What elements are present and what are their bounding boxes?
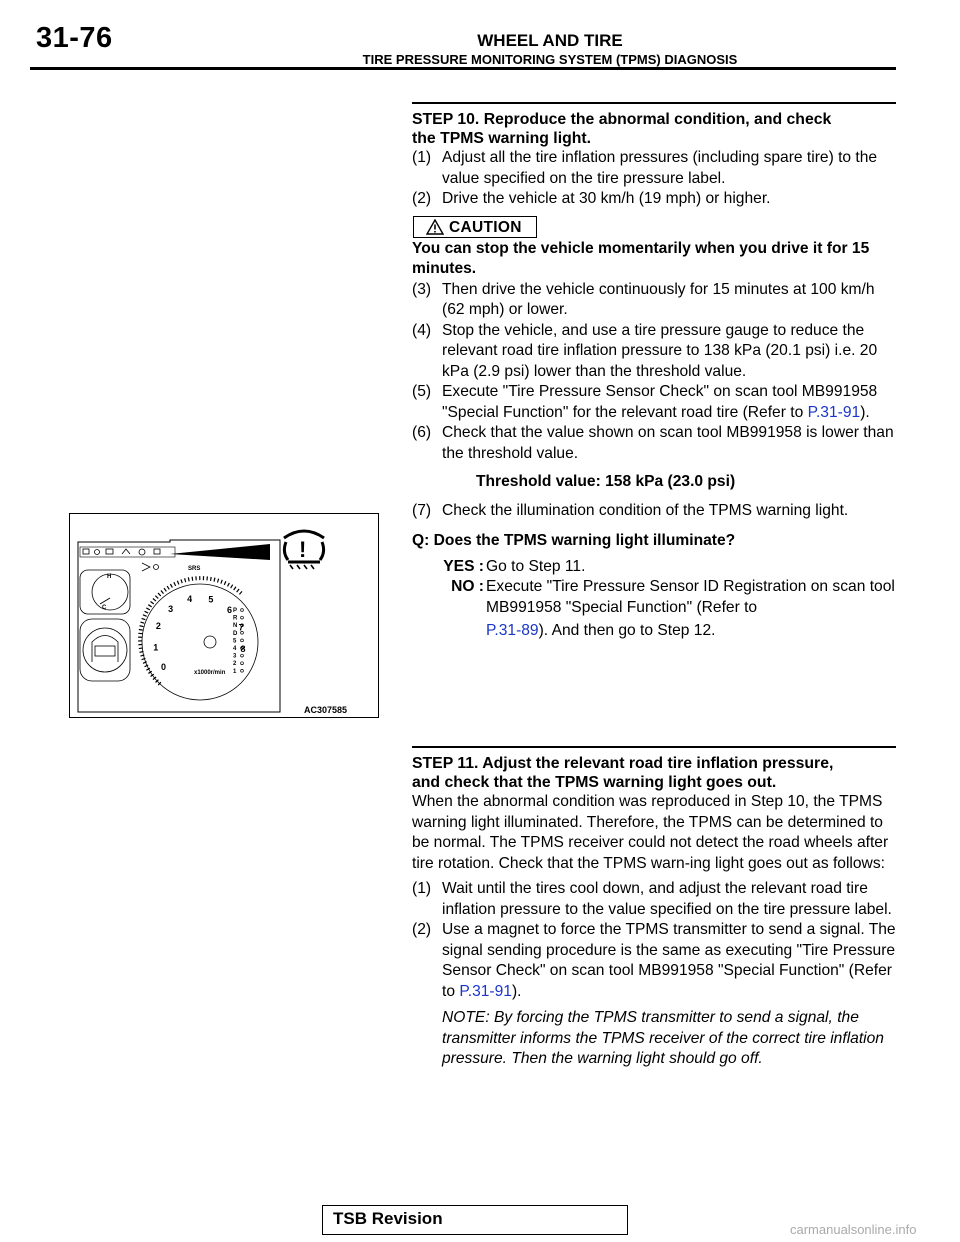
step10-rule — [412, 102, 896, 104]
question: Q: Does the TPMS warning light illuminate? — [412, 532, 736, 549]
tach-unit-label: x1000r/min — [194, 670, 226, 676]
tpms-warning-icon — [284, 531, 324, 569]
caution-box: CAUTION — [413, 216, 537, 238]
gear-dot-5 — [241, 639, 244, 642]
instrument-cluster-figure — [69, 513, 379, 718]
gear-dot-3 — [241, 654, 244, 657]
gear-dot-1 — [241, 669, 244, 672]
hot-label: H — [107, 574, 112, 580]
tach-tick-2: 2 — [155, 621, 161, 632]
tach-tick-3: 3 — [168, 603, 174, 614]
step11-item-2: (2) Use a magnet to force the TPMS transmitter to send a signal. The signal sending procedure is the same as executing "Tire Pressure Sensor Check" on scan tool MB991958 "Special Function" (Refer to P.31-91). — [412, 921, 896, 1000]
gear-2: 2 — [233, 661, 237, 668]
gear-dot-R — [241, 616, 244, 619]
warning-exclamation: ! — [299, 537, 307, 562]
gear-dot-P — [241, 609, 244, 612]
note: NOTE: By forcing the TPMS transmitter to send a signal, the transmitter informs the TPMS receiver of the correct tire inflation pressure. Then the warning light should go off. — [442, 1009, 884, 1067]
step10-item-2: (2) Drive the vehicle at 30 km/h (19 mph) or higher. — [412, 190, 771, 207]
tach-tick-4: 4 — [187, 594, 193, 605]
step11-item-1: (1) Wait until the tires cool down, and adjust the relevant road tire inflation pressure to the value specified on the tire pressure label. — [412, 880, 892, 918]
answer-yes: YES : Go to Step 11. — [443, 557, 586, 575]
step10-title: STEP 10. Reproduce the abnormal condition, and check the TPMS warning light. — [412, 111, 832, 147]
watermark: carmanualsonline.info — [790, 1222, 917, 1237]
section-subtitle: TIRE PRESSURE MONITORING SYSTEM (TPMS) DIAGNOSIS — [362, 52, 738, 67]
step11-intro: When the abnormal condition was reproduced in Step 10, the TPMS warning light illuminated. Therefore, the TPMS can be determined to be normal. The TPMS receiver could not detect the road wheels after tire rotation. Check that the TPMS warn-ing light goes out as follows: — [412, 793, 889, 872]
tach-tick-5: 5 — [208, 594, 214, 605]
section-title: WHEEL AND TIRE — [477, 31, 623, 50]
gear-3: 3 — [233, 653, 237, 660]
step10-item-4: (4) Stop the vehicle, and use a tire pressure gauge to reduce the relevant road tire inflation pressure to 138 kPa (20.1 psi) i.e. 20 kPa (2.9 psi) lower than the threshold value. — [412, 321, 878, 380]
caution-text: You can stop the vehicle momentarily when you drive it for 15 minutes. — [412, 239, 870, 277]
tach-tick-8: 8 — [240, 643, 246, 654]
tach-tick-6: 6 — [227, 604, 233, 615]
step10-section — [412, 102, 896, 642]
warning-triangle-icon — [426, 219, 444, 235]
tach-tick-7: 7 — [238, 622, 244, 633]
threshold-value: Threshold value: 158 kPa (23.0 psi) — [476, 473, 736, 490]
link-p31-91-b[interactable]: P.31-91 — [459, 982, 512, 1000]
page-number: 31-76 — [36, 22, 113, 54]
link-p31-89[interactable]: P.31-89 — [486, 622, 539, 639]
gear-5: 5 — [233, 638, 237, 645]
step11-title: STEP 11. Adjust the relevant road tire inflation pressure, and check that the TPMS warning light goes out. — [412, 755, 834, 791]
indicator-lamp-icons — [83, 549, 160, 555]
step10-item-6: (6) Check that the value shown on scan tool MB991958 is lower than the threshold value. — [412, 424, 894, 462]
figure-caption: AC307585 — [304, 705, 348, 715]
cold-label: C — [102, 605, 107, 611]
step10-item-5: (5) Execute "Tire Pressure Sensor Check" on scan tool MB991958 "Special Function" for the relevant road tire (Refer to P.31-91). — [412, 383, 878, 421]
gear-indicator-list — [233, 608, 243, 675]
gear-R: R — [233, 615, 238, 622]
step11-rule — [412, 746, 896, 748]
tsb-revision-label: TSB Revision — [333, 1209, 443, 1228]
tach-tick-1: 1 — [153, 642, 159, 653]
gear-D: D — [233, 630, 238, 637]
link-p31-91[interactable]: P.31-91 — [807, 403, 861, 421]
cluster-illustration — [70, 514, 378, 717]
answer-no: NO : Execute "Tire Pressure Sensor ID Registration on scan tool MB991958 "Special Function" (Refer to P.31-89). And then go to Step 12. — [451, 578, 895, 639]
step10-item-3: (3) Then drive the vehicle continuously for 15 minutes at 100 km/h (62 mph) or lower. — [412, 280, 875, 318]
step11-section — [412, 746, 896, 1070]
gear-1: 1 — [233, 668, 237, 675]
gear-N: N — [233, 623, 238, 630]
step10-item-1: (1) Adjust all the tire inflation pressures (including spare tire) to the value specified on the tire pressure label. — [412, 149, 878, 187]
header-rule — [30, 67, 896, 70]
gear-4: 4 — [233, 646, 237, 652]
srs-label: SRS — [188, 566, 201, 572]
gear-dot-2 — [241, 662, 244, 665]
gear-P: P — [233, 608, 238, 614]
tach-tick-0: 0 — [161, 662, 167, 673]
step10-item-7: (7) Check the illumination condition of the TPMS warning light. — [412, 501, 849, 519]
tach-tick-labels — [153, 594, 245, 672]
